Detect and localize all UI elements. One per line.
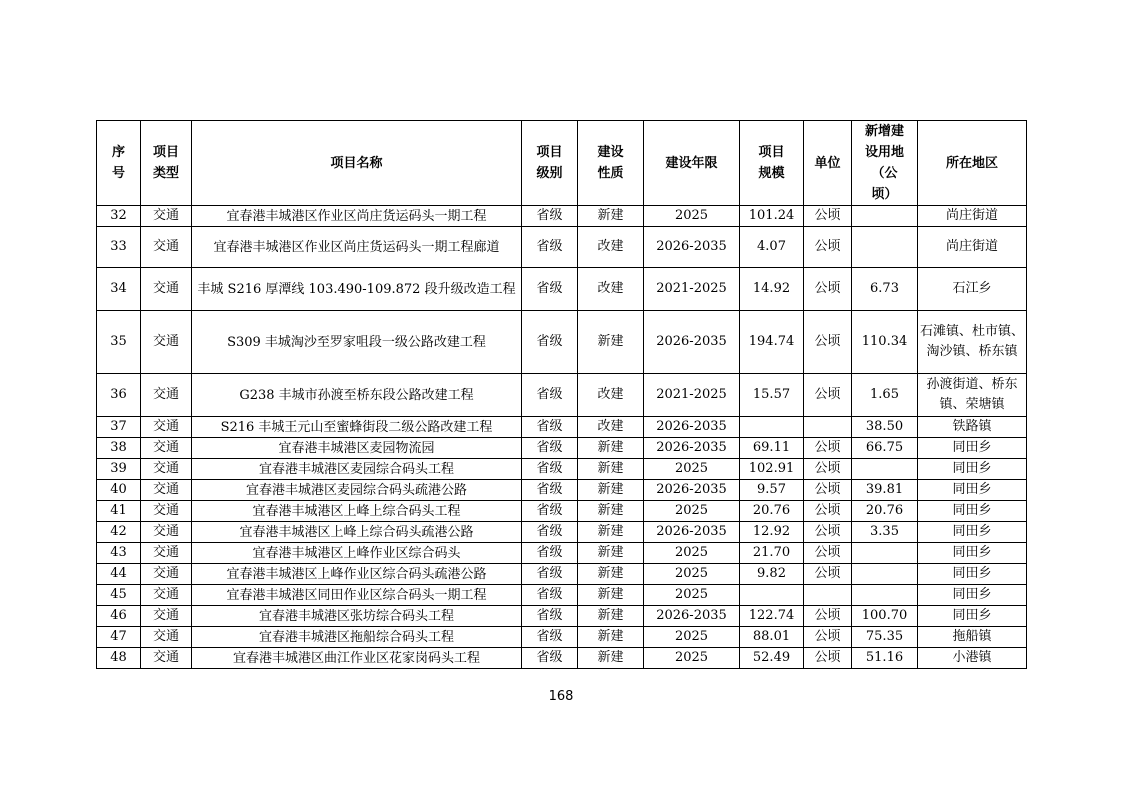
header-text-line: 建设年限 [665, 155, 718, 171]
cell-type: 交通 [141, 417, 192, 438]
cell-name: 宜春港丰城港区上峰作业区综合码头疏港公路 [192, 564, 522, 585]
cell-name: 宜春港丰城港区曲江作业区花家岗码头工程 [192, 648, 522, 669]
cell-unit: 公顷 [804, 227, 852, 268]
cell-region: 孙渡街道、桥东镇、荣塘镇 [918, 374, 1027, 417]
cell-unit: 公顷 [804, 438, 852, 459]
cell-years: 2025 [644, 648, 740, 669]
cell-no: 46 [97, 606, 141, 627]
cell-nature: 新建 [578, 311, 644, 374]
table-row [97, 585, 1027, 606]
cell-unit: 公顷 [804, 564, 852, 585]
cell-level: 省级 [522, 501, 578, 522]
cell-no: 43 [97, 543, 141, 564]
cell-no: 38 [97, 438, 141, 459]
cell-scale: 21.70 [740, 543, 804, 564]
cell-nature: 新建 [578, 606, 644, 627]
cell-level: 省级 [522, 522, 578, 543]
cell-name: S216 丰城王元山至蜜蜂街段二级公路改建工程 [192, 417, 522, 438]
header-text-line: 设用地 [864, 145, 904, 160]
cell-region: 同田乡 [918, 606, 1027, 627]
cell-nature: 改建 [578, 227, 644, 268]
cell-new-land: 100.70 [852, 606, 918, 627]
cell-name: 宜春港丰城港区张坊综合码头工程 [192, 606, 522, 627]
table-row [97, 564, 1027, 585]
cell-region: 同田乡 [918, 543, 1027, 564]
header-text-line: （公 [871, 166, 898, 181]
cell-unit: 公顷 [804, 522, 852, 543]
table-row [97, 459, 1027, 480]
cell-new-land [852, 543, 918, 564]
table-header-row [97, 121, 1027, 206]
cell-scale: 4.07 [740, 227, 804, 268]
table-row [97, 501, 1027, 522]
cell-scale [740, 585, 804, 606]
cell-region: 石江乡 [918, 268, 1027, 311]
cell-type: 交通 [141, 480, 192, 501]
cell-new-land: 38.50 [852, 417, 918, 438]
cell-region: 拖船镇 [918, 627, 1027, 648]
header-level [522, 121, 578, 206]
cell-no: 41 [97, 501, 141, 522]
cell-nature: 新建 [578, 459, 644, 480]
cell-name: 丰城 S216 厚潭线 103.490-109.872 段升级改造工程 [192, 268, 522, 311]
header-new-land [852, 121, 918, 206]
cell-level: 省级 [522, 206, 578, 227]
table-row [97, 417, 1027, 438]
cell-scale: 14.92 [740, 268, 804, 311]
cell-no: 36 [97, 374, 141, 417]
header-text-line: 性质 [597, 166, 624, 181]
cell-nature: 新建 [578, 585, 644, 606]
cell-scale: 194.74 [740, 311, 804, 374]
cell-nature: 新建 [578, 543, 644, 564]
cell-no: 33 [97, 227, 141, 268]
cell-scale: 101.24 [740, 206, 804, 227]
cell-name: 宜春港丰城港区麦园综合码头工程 [192, 459, 522, 480]
cell-years: 2025 [644, 501, 740, 522]
header-text-line: 规模 [758, 166, 785, 181]
cell-type: 交通 [141, 459, 192, 480]
cell-new-land: 1.65 [852, 374, 918, 417]
cell-region: 同田乡 [918, 459, 1027, 480]
table-row [97, 206, 1027, 227]
cell-type: 交通 [141, 648, 192, 669]
cell-region: 同田乡 [918, 564, 1027, 585]
cell-scale: 52.49 [740, 648, 804, 669]
cell-new-land: 110.34 [852, 311, 918, 374]
table-row [97, 543, 1027, 564]
table-row [97, 606, 1027, 627]
header-text-line: 新增建 [864, 124, 904, 139]
cell-type: 交通 [141, 627, 192, 648]
cell-region: 石滩镇、杜市镇、淘沙镇、桥东镇 [918, 311, 1027, 374]
cell-unit [804, 585, 852, 606]
table-row [97, 627, 1027, 648]
cell-region: 同田乡 [918, 501, 1027, 522]
cell-years: 2025 [644, 627, 740, 648]
cell-region: 同田乡 [918, 438, 1027, 459]
cell-name: 宜春港丰城港区同田作业区综合码头一期工程 [192, 585, 522, 606]
cell-years: 2025 [644, 564, 740, 585]
cell-type: 交通 [141, 522, 192, 543]
cell-unit: 公顷 [804, 543, 852, 564]
header-years [644, 121, 740, 206]
table-row [97, 227, 1027, 268]
cell-type: 交通 [141, 606, 192, 627]
header-text-line: 项目 [758, 145, 785, 160]
header-nature [578, 121, 644, 206]
cell-nature: 新建 [578, 501, 644, 522]
cell-no: 32 [97, 206, 141, 227]
cell-new-land: 66.75 [852, 438, 918, 459]
cell-type: 交通 [141, 564, 192, 585]
cell-no: 42 [97, 522, 141, 543]
cell-scale: 12.92 [740, 522, 804, 543]
cell-nature: 新建 [578, 522, 644, 543]
cell-no: 35 [97, 311, 141, 374]
cell-years: 2026-2035 [644, 438, 740, 459]
cell-level: 省级 [522, 438, 578, 459]
cell-unit: 公顷 [804, 480, 852, 501]
header-text-line: 所在地区 [945, 155, 998, 171]
cell-new-land: 3.35 [852, 522, 918, 543]
header-text-line: 建设 [597, 145, 624, 160]
table-row [97, 522, 1027, 543]
cell-nature: 改建 [578, 374, 644, 417]
header-text-line: 级别 [536, 166, 563, 181]
cell-new-land [852, 206, 918, 227]
cell-unit: 公顷 [804, 268, 852, 311]
header-text-line: 项目 [536, 145, 563, 160]
cell-name: 宜春港丰城港区上峰作业区综合码头 [192, 543, 522, 564]
cell-no: 47 [97, 627, 141, 648]
cell-unit: 公顷 [804, 627, 852, 648]
cell-nature: 新建 [578, 648, 644, 669]
cell-new-land [852, 459, 918, 480]
header-text-line: 顷） [871, 187, 898, 202]
cell-unit: 公顷 [804, 459, 852, 480]
cell-years: 2025 [644, 543, 740, 564]
cell-unit: 公顷 [804, 648, 852, 669]
cell-name: 宜春港丰城港区麦园综合码头疏港公路 [192, 480, 522, 501]
table-row [97, 480, 1027, 501]
header-text-line: 类型 [152, 166, 179, 181]
cell-region: 同田乡 [918, 480, 1027, 501]
cell-type: 交通 [141, 311, 192, 374]
table-row [97, 438, 1027, 459]
cell-name: 宜春港丰城港区上峰上综合码头疏港公路 [192, 522, 522, 543]
page-number: 168 [548, 689, 574, 704]
header-text-line: 序 [111, 145, 125, 160]
cell-scale: 122.74 [740, 606, 804, 627]
cell-new-land [852, 585, 918, 606]
header-text-line: 项目 [152, 145, 179, 160]
cell-years: 2026-2035 [644, 227, 740, 268]
cell-region: 尚庄街道 [918, 227, 1027, 268]
cell-type: 交通 [141, 206, 192, 227]
cell-new-land [852, 227, 918, 268]
cell-level: 省级 [522, 227, 578, 268]
cell-type: 交通 [141, 374, 192, 417]
cell-region: 同田乡 [918, 522, 1027, 543]
cell-years: 2021-2025 [644, 268, 740, 311]
cell-name: G238 丰城市孙渡至桥东段公路改建工程 [192, 374, 522, 417]
cell-unit: 公顷 [804, 311, 852, 374]
cell-years: 2026-2035 [644, 417, 740, 438]
cell-years: 2026-2035 [644, 311, 740, 374]
cell-region: 同田乡 [918, 585, 1027, 606]
header-text-line: 项目名称 [330, 155, 383, 171]
cell-years: 2026-2035 [644, 606, 740, 627]
header-type [141, 121, 192, 206]
cell-level: 省级 [522, 374, 578, 417]
cell-new-land: 75.35 [852, 627, 918, 648]
cell-no: 39 [97, 459, 141, 480]
cell-scale: 15.57 [740, 374, 804, 417]
cell-name: 宜春港丰城港区作业区尚庄货运码头一期工程 [192, 206, 522, 227]
cell-years: 2026-2035 [644, 522, 740, 543]
table-row [97, 374, 1027, 417]
cell-type: 交通 [141, 501, 192, 522]
cell-region: 小港镇 [918, 648, 1027, 669]
cell-unit: 公顷 [804, 374, 852, 417]
cell-level: 省级 [522, 585, 578, 606]
cell-new-land [852, 564, 918, 585]
cell-scale: 9.82 [740, 564, 804, 585]
cell-scale: 88.01 [740, 627, 804, 648]
cell-years: 2025 [644, 585, 740, 606]
cell-unit [804, 417, 852, 438]
table-row [97, 268, 1027, 311]
cell-new-land: 39.81 [852, 480, 918, 501]
header-no [97, 121, 141, 206]
cell-nature: 新建 [578, 206, 644, 227]
cell-region: 铁路镇 [918, 417, 1027, 438]
header-name [192, 121, 522, 206]
cell-level: 省级 [522, 311, 578, 374]
cell-name: 宜春港丰城港区作业区尚庄货运码头一期工程廊道 [192, 227, 522, 268]
header-text-line: 单位 [814, 155, 841, 171]
cell-level: 省级 [522, 564, 578, 585]
cell-new-land: 6.73 [852, 268, 918, 311]
cell-level: 省级 [522, 648, 578, 669]
cell-scale: 9.57 [740, 480, 804, 501]
cell-type: 交通 [141, 543, 192, 564]
cell-new-land: 51.16 [852, 648, 918, 669]
header-scale [740, 121, 804, 206]
cell-years: 2025 [644, 206, 740, 227]
cell-type: 交通 [141, 438, 192, 459]
cell-scale: 102.91 [740, 459, 804, 480]
cell-no: 45 [97, 585, 141, 606]
cell-region: 尚庄街道 [918, 206, 1027, 227]
cell-level: 省级 [522, 606, 578, 627]
cell-scale [740, 417, 804, 438]
header-unit [804, 121, 852, 206]
cell-name: 宜春港丰城港区上峰上综合码头工程 [192, 501, 522, 522]
cell-unit: 公顷 [804, 206, 852, 227]
cell-name: S309 丰城淘沙至罗家咀段一级公路改建工程 [192, 311, 522, 374]
cell-new-land: 20.76 [852, 501, 918, 522]
cell-nature: 新建 [578, 480, 644, 501]
project-table [96, 120, 1027, 669]
cell-unit: 公顷 [804, 501, 852, 522]
cell-nature: 新建 [578, 564, 644, 585]
cell-name: 宜春港丰城港区拖船综合码头工程 [192, 627, 522, 648]
cell-scale: 69.11 [740, 438, 804, 459]
cell-nature: 改建 [578, 417, 644, 438]
cell-type: 交通 [141, 585, 192, 606]
cell-nature: 改建 [578, 268, 644, 311]
cell-level: 省级 [522, 480, 578, 501]
table-row [97, 648, 1027, 669]
cell-type: 交通 [141, 227, 192, 268]
cell-no: 48 [97, 648, 141, 669]
cell-no: 34 [97, 268, 141, 311]
header-region [918, 121, 1027, 206]
table-row [97, 311, 1027, 374]
cell-no: 40 [97, 480, 141, 501]
cell-type: 交通 [141, 268, 192, 311]
cell-name: 宜春港丰城港区麦园物流园 [192, 438, 522, 459]
cell-level: 省级 [522, 543, 578, 564]
cell-level: 省级 [522, 627, 578, 648]
cell-no: 44 [97, 564, 141, 585]
cell-scale: 20.76 [740, 501, 804, 522]
cell-level: 省级 [522, 417, 578, 438]
cell-nature: 新建 [578, 438, 644, 459]
cell-years: 2021-2025 [644, 374, 740, 417]
cell-years: 2025 [644, 459, 740, 480]
cell-level: 省级 [522, 268, 578, 311]
cell-unit: 公顷 [804, 606, 852, 627]
cell-level: 省级 [522, 459, 578, 480]
cell-no: 37 [97, 417, 141, 438]
header-text-line: 号 [111, 166, 125, 181]
cell-nature: 新建 [578, 627, 644, 648]
cell-years: 2026-2035 [644, 480, 740, 501]
